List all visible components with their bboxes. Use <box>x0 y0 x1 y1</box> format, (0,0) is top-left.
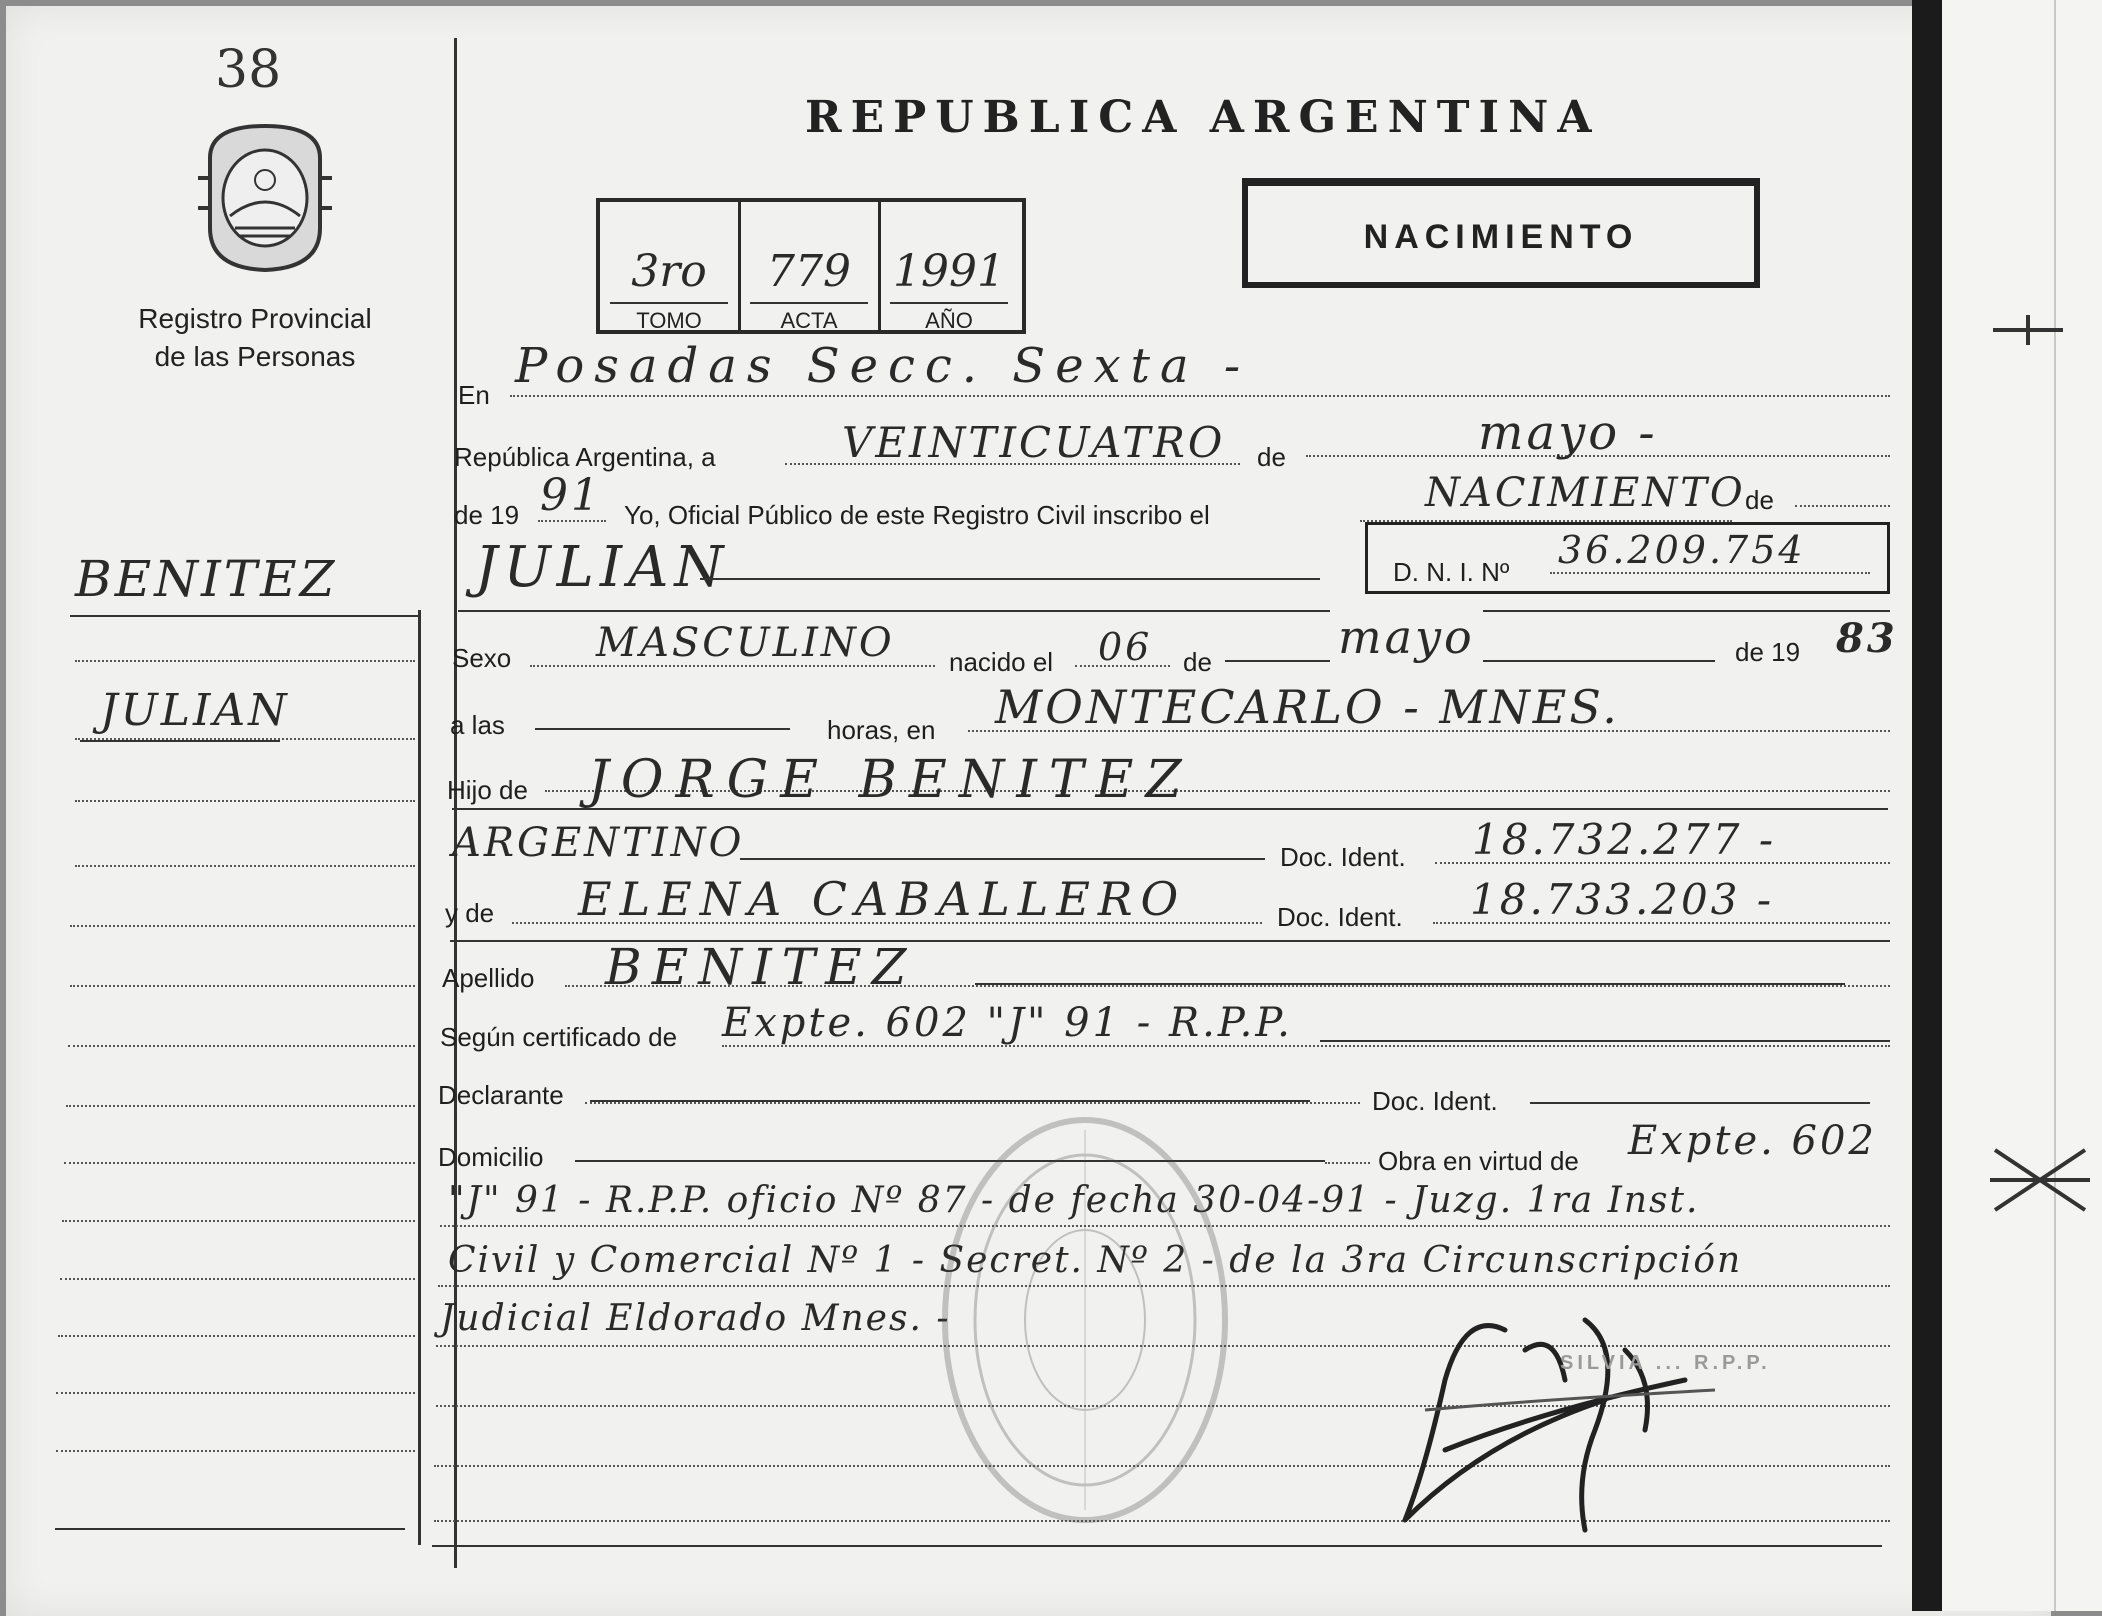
registry-name <box>100 300 410 376</box>
en-line <box>510 395 1890 397</box>
birth-place-value: MONTECARLO - MNES. <box>995 680 1620 734</box>
margin-line <box>70 925 415 927</box>
act-value: NACIMIENTO <box>1425 470 1746 516</box>
apellido-label: Apellido <box>442 963 535 993</box>
margin-line <box>62 1220 415 1222</box>
nacido-label: nacido el <box>949 647 1054 677</box>
padre-section-rule <box>452 808 1888 810</box>
acta-label: ACTA <box>780 308 838 333</box>
tomo-value: 3ro <box>631 246 707 297</box>
name-line <box>700 578 1320 580</box>
book-binding <box>1912 0 1942 1611</box>
binding-stitch-icon <box>1985 1140 2095 1220</box>
obra-value: Expte. 602 <box>1628 1118 1877 1164</box>
anio-value: 1991 <box>893 246 1005 297</box>
horas-en-label: horas, en <box>827 715 936 745</box>
note-line-2: Civil y Comercial Nº 1 - Secret. Nº 2 - de la 3ra Circunscripción <box>448 1240 1743 1281</box>
declarante-label: Declarante <box>438 1080 564 1110</box>
sexo-label: Sexo <box>452 643 512 673</box>
record-type-label: NACIMIENTO <box>1363 218 1639 256</box>
declarante-line <box>585 1102 1360 1104</box>
margin-given-name: JULIAN <box>100 685 290 736</box>
adjacent-page <box>1942 0 2102 1611</box>
surname-value: BENITEZ <box>605 938 917 996</box>
country-title: REPUBLICA ARGENTINA <box>805 92 1601 143</box>
year-value: 91 <box>540 470 602 521</box>
margin-line <box>75 738 415 740</box>
margin-line <box>66 1105 415 1107</box>
margin-line <box>60 1278 415 1280</box>
mother-doc-value: 18.733.203 - <box>1470 875 1775 924</box>
note-line-3: Judicial Eldorado Mnes. - <box>440 1298 951 1339</box>
republica-label: República Argentina, a <box>454 442 716 472</box>
anio-cell <box>884 208 1014 333</box>
anio-label: AÑO <box>925 308 973 333</box>
margin-line <box>58 1335 415 1337</box>
year-line <box>538 520 606 522</box>
acta-cell <box>744 208 874 333</box>
margin-given-name-underline <box>80 740 280 742</box>
signature <box>1385 1290 1725 1540</box>
official-stamp <box>935 1110 1235 1530</box>
republica-de-label: de <box>1257 442 1286 472</box>
inscribo-de-label: de <box>1745 485 1774 515</box>
record-number-box <box>596 198 1026 334</box>
padre-doc-label: Doc. Ident. <box>1280 842 1406 872</box>
apellido-stroke <box>975 983 1845 985</box>
margin-line <box>56 1450 415 1452</box>
margin-line <box>75 660 415 662</box>
note-line-1: "J" 91 - R.P.P. oficio Nº 87 - de fecha 30-04-91 - Juzg. 1ra Inst. <box>448 1180 1700 1221</box>
day-value: VEINTICUATRO <box>842 418 1226 467</box>
margin-line <box>64 1162 415 1164</box>
birth-day-value: 06 <box>1098 625 1153 669</box>
mother-name-value: ELENA CABALLERO <box>578 872 1187 926</box>
sexo-value: MASCULINO <box>596 620 895 666</box>
certificado-label: Según certificado de <box>440 1022 678 1052</box>
hora-label: a las <box>450 710 505 740</box>
padre-label: Hijo de <box>447 775 528 805</box>
inscribo-label: Yo, Oficial Público de este Registro Civil inscribo el <box>624 500 1210 530</box>
margin-line <box>56 1392 415 1394</box>
record-type-box <box>1242 178 1760 288</box>
nationality-line <box>740 858 1265 860</box>
province-seal-icon <box>190 118 340 278</box>
margin-line <box>68 1045 415 1047</box>
left-panel-divider <box>418 610 421 1545</box>
margin-surname-underline <box>70 615 420 617</box>
birth-month-value: mayo <box>1330 610 1483 664</box>
father-name-value: JORGE BENITEZ <box>588 750 1194 810</box>
margin-line <box>70 985 415 987</box>
dni-value: 36.209.754 <box>1558 528 1806 572</box>
acta-value: 779 <box>767 246 851 297</box>
father-doc-value: 18.732.277 - <box>1472 815 1777 864</box>
tomo-cell <box>604 208 734 333</box>
hora-line <box>535 728 790 730</box>
page-number: 38 <box>215 40 282 100</box>
domicilio-dots <box>1325 1162 1370 1164</box>
dni-line <box>1550 572 1870 574</box>
signature-caption: SILVIA ... R.P.P. <box>1560 1352 1771 1374</box>
header-divider <box>458 610 1890 612</box>
registered-name: JULIAN <box>475 535 730 600</box>
declarante-doc-label: Doc. Ident. <box>1372 1086 1498 1116</box>
month-value: mayo - <box>1478 405 1658 461</box>
madre-doc-label: Doc. Ident. <box>1277 902 1403 932</box>
margin-bottom-rule <box>55 1528 405 1530</box>
birth-year-label: de 19 <box>1735 637 1801 667</box>
declarante-stroke <box>590 1100 1310 1102</box>
declarante-doc-line <box>1530 1102 1870 1104</box>
birth-de-label: de <box>1183 647 1212 677</box>
margin-line <box>75 800 415 802</box>
obra-label: Obra en virtud de <box>1378 1146 1579 1176</box>
dni-label: D. N. I. Nº <box>1393 557 1510 587</box>
margin-surname: BENITEZ <box>75 550 338 608</box>
registry-line-2: de las Personas <box>154 341 356 372</box>
certificado-stroke <box>1320 1040 1890 1042</box>
year-prefix-label: de 19 <box>454 500 520 530</box>
father-nationality-value: ARGENTINO <box>452 820 745 866</box>
form-bottom-rule <box>432 1545 1882 1547</box>
registry-line-1: Registro Provincial <box>138 303 372 334</box>
domicilio-label: Domicilio <box>438 1142 544 1172</box>
margin-line <box>75 865 415 867</box>
binding-stitch-icon <box>1988 310 2068 350</box>
birth-year-value: 83 <box>1836 615 1898 662</box>
madre-label: y de <box>445 898 495 928</box>
en-value: Posadas Secc. Sexta - <box>515 338 1251 394</box>
en-label: En <box>458 380 490 410</box>
inscribo-de-line <box>1795 505 1890 507</box>
certificate-value: Expte. 602 "J" 91 - R.P.P. <box>722 1000 1293 1046</box>
tomo-label: TOMO <box>636 308 702 333</box>
